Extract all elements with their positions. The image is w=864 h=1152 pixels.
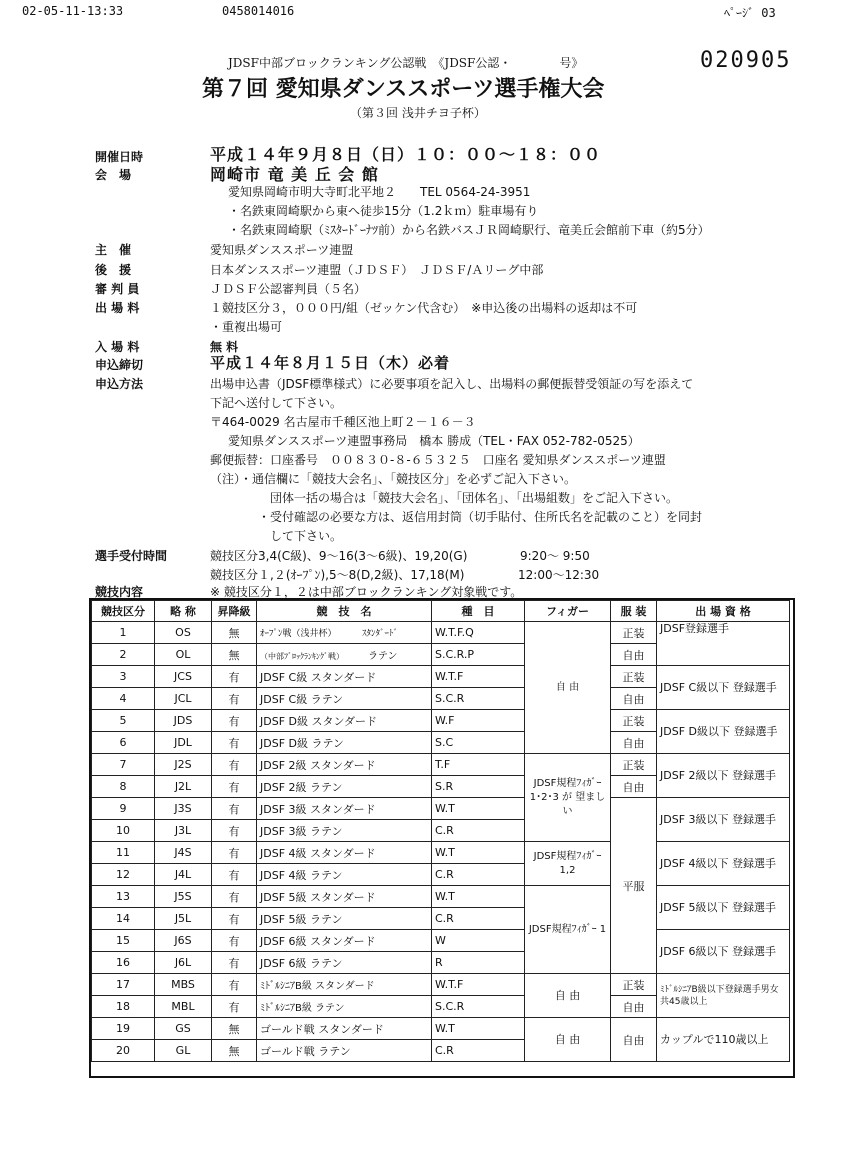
qualification-gold: カップルで110歳以上 <box>657 1018 790 1062</box>
row-no: 2 <box>92 644 155 666</box>
row-promotion: 有 <box>212 820 257 842</box>
row-event: W.T <box>432 886 525 908</box>
row-promotion: 無 <box>212 1018 257 1040</box>
deadline-value: 平成１４年８月１５日（木）必着 <box>210 354 451 372</box>
row-attire: 自由 <box>611 732 657 754</box>
table-header-row <box>92 601 790 622</box>
row-name: JDSF 4級 ラテン <box>257 864 432 886</box>
row-name: JDSF 2級 スタンダード <box>257 754 432 776</box>
row-abbr: JDL <box>155 732 212 754</box>
venue-name: 岡崎市 竜 美 丘 会 館 <box>210 165 379 184</box>
header-category: 競技区分 <box>92 601 155 622</box>
reception-time-2: 12:00～12:30 <box>518 568 600 582</box>
row-event: S.C.R <box>432 996 525 1018</box>
support-value: 日本ダンススポーツ連盟（ＪＤＳＦ） ＪＤＳＦ/Ａリーグ中部 <box>210 263 544 277</box>
row-abbr: J5S <box>155 886 212 908</box>
row-abbr: J2S <box>155 754 212 776</box>
method-label: 申込方法 <box>95 377 144 391</box>
figure-free-1: 自 由 <box>525 622 611 754</box>
row-event: C.R <box>432 908 525 930</box>
row-event: W.F <box>432 710 525 732</box>
header-figure: フィガー <box>525 601 611 622</box>
page-title: 第７回 愛知県ダンススポーツ選手権大会 <box>202 76 605 102</box>
qualification-5: JDSF 5級以下 登録選手 <box>657 886 790 930</box>
row-name: JDSF 3級 スタンダード <box>257 798 432 820</box>
row-event: C.R <box>432 1040 525 1062</box>
row-name: JDSF 3級 ラテン <box>257 820 432 842</box>
row-promotion: 有 <box>212 666 257 688</box>
row-event: W.T <box>432 842 525 864</box>
figure-jdsf-123: JDSF規程ﾌｨｶﾞｰ 1･2･3 が 望ましい <box>525 754 611 842</box>
qualification-2: JDSF 2級以下 登録選手 <box>657 754 790 798</box>
qualification-d: JDSF D級以下 登録選手 <box>657 710 790 754</box>
row-abbr: J6S <box>155 930 212 952</box>
row-no: 20 <box>92 1040 155 1062</box>
header-abbr: 略 称 <box>155 601 212 622</box>
row-abbr: J4L <box>155 864 212 886</box>
row-promotion: 有 <box>212 798 257 820</box>
row-attire: 自由 <box>611 644 657 666</box>
row-name-block: （中部ﾌﾞﾛｯｸﾗﾝｷﾝｸﾞ戦） <box>260 652 344 661</box>
attire-free-gold: 自由 <box>611 1018 657 1062</box>
row-promotion: 無 <box>212 644 257 666</box>
row-no: 13 <box>92 886 155 908</box>
row-no: 18 <box>92 996 155 1018</box>
row-promotion: 有 <box>212 842 257 864</box>
reception-line-1: 競技区分3,4(C級)、9～16(3～6級)、19,20(G) <box>210 549 468 563</box>
row-name: JDSF D級 スタンダード <box>257 710 432 732</box>
row-promotion: 有 <box>212 886 257 908</box>
venue-access-walk: ・名鉄東岡崎駅から東へ徒歩15分（1.2ｋｍ）駐車場有り <box>228 204 539 218</box>
venue-label: 会 場 <box>95 168 132 182</box>
figure-free-3: 自 由 <box>525 1018 611 1062</box>
row-promotion: 有 <box>212 776 257 798</box>
row-event: W.T.F <box>432 974 525 996</box>
row-no: 4 <box>92 688 155 710</box>
row-name: JDSF D級 ラテン <box>257 732 432 754</box>
figure-jdsf-12: JDSF規程ﾌｨｶﾞｰ 1,2 <box>525 842 611 886</box>
row-attire: 自由 <box>611 996 657 1018</box>
row-no: 5 <box>92 710 155 732</box>
row-abbr: J4S <box>155 842 212 864</box>
method-line-2: 下記へ送付して下さい。 <box>210 396 343 410</box>
header-competition-name: 競 技 名 <box>257 601 432 622</box>
reception-label: 選手受付時間 <box>95 549 168 563</box>
row-name: ゴールド戦 ラテン <box>257 1040 432 1062</box>
title-subtitle: （第３回 浅井チヨ子杯） <box>350 106 486 120</box>
row-attire: 自由 <box>611 776 657 798</box>
row-name: JDSF C級 ラテン <box>257 688 432 710</box>
method-note-4: して下さい。 <box>270 529 343 543</box>
row-name: JDSF 6級 スタンダード <box>257 930 432 952</box>
row-no: 16 <box>92 952 155 974</box>
row-event: T.F <box>432 754 525 776</box>
table-row <box>92 666 790 688</box>
fax-timestamp: 02-05-11-13:33 <box>22 4 124 18</box>
reception-time-1: 9:20～ 9:50 <box>520 549 590 563</box>
admission-value: 無 料 <box>210 340 239 354</box>
row-event: S.R <box>432 776 525 798</box>
row-name: ﾐﾄﾞﾙｼﾆｱB級 スタンダード <box>257 974 432 996</box>
row-name: ﾐﾄﾞﾙｼﾆｱB級 ラテン <box>257 996 432 1018</box>
row-event: W.T <box>432 798 525 820</box>
row-name-open: ｵｰﾌﾟﾝ戦（浅井杯） <box>260 629 337 639</box>
row-event: S.C.R.P <box>432 644 525 666</box>
qualification-registered: JDSF登録選手 <box>657 622 790 666</box>
event-subtitle: JDSF中部ブロックランキング公認戦 《JDSF公認・ 号》 <box>228 56 584 70</box>
row-abbr: MBS <box>155 974 212 996</box>
method-note-1: （注）・通信欄に「競技大会名」、「競技区分」を必ずご記入下さい。 <box>210 472 577 486</box>
row-no: 15 <box>92 930 155 952</box>
row-abbr: GS <box>155 1018 212 1040</box>
row-promotion: 有 <box>212 688 257 710</box>
row-no: 6 <box>92 732 155 754</box>
row-abbr: J3L <box>155 820 212 842</box>
row-name: JDSF 6級 ラテン <box>257 952 432 974</box>
header-qualification: 出 場 資 格 <box>657 601 790 622</box>
table-row <box>92 798 790 820</box>
row-promotion: 無 <box>212 622 257 644</box>
row-no: 12 <box>92 864 155 886</box>
row-promotion: 有 <box>212 754 257 776</box>
row-abbr: J2L <box>155 776 212 798</box>
content-label: 競技内容 <box>95 585 144 599</box>
row-event: C.R <box>432 864 525 886</box>
row-name: ゴールド戦 スタンダード <box>257 1018 432 1040</box>
row-promotion: 有 <box>212 952 257 974</box>
method-note-2: 団体一括の場合は「競技大会名」、「団体名」、「出場組数」をご記入下さい。 <box>270 491 679 505</box>
row-event: R <box>432 952 525 974</box>
row-promotion: 有 <box>212 864 257 886</box>
row-promotion: 有 <box>212 732 257 754</box>
reception-line-2: 競技区分１,２(ｵｰﾌﾟﾝ),5～8(D,2級)、17,18(M) <box>210 568 465 582</box>
row-abbr: JCL <box>155 688 212 710</box>
date-value: 平成１４年９月８日（日）１０：００～１８：００ <box>210 145 602 164</box>
method-address: 〒464-0029 名古屋市千種区池上町２－１６－３ <box>210 415 476 429</box>
organizer-label: 主 催 <box>95 243 132 257</box>
row-name: JDSF C級 スタンダード <box>257 666 432 688</box>
header-attire: 服 装 <box>611 601 657 622</box>
row-name: JDSF 4級 スタンダード <box>257 842 432 864</box>
method-note-3: ・受付確認の必要な方は、返信用封筒（切手貼付、住所氏名を記載のこと）を同封 <box>258 510 703 524</box>
entry-fee-label: 出 場 料 <box>95 301 140 315</box>
row-promotion: 有 <box>212 710 257 732</box>
row-promotion: 有 <box>212 974 257 996</box>
fax-page-label: ﾍﾟｰｼﾞ 03 <box>724 6 776 20</box>
row-abbr: JCS <box>155 666 212 688</box>
row-abbr: JDS <box>155 710 212 732</box>
entry-fee-value: １競技区分３，０００円/組（ゼッケン代含む） ※申込後の出場料の返却は不可 <box>210 301 638 315</box>
method-line-1: 出場申込書（JDSF標準様式）に必要事項を記入し、出場料の郵便振替受領証の写を添えて <box>210 377 694 391</box>
qualification-3: JDSF 3級以下 登録選手 <box>657 798 790 842</box>
row-abbr: OS <box>155 622 212 644</box>
row-no: 8 <box>92 776 155 798</box>
qualification-c: JDSF C級以下 登録選手 <box>657 666 790 710</box>
row-abbr: OL <box>155 644 212 666</box>
row-promotion: 有 <box>212 930 257 952</box>
row-abbr: J5L <box>155 908 212 930</box>
judges-label: 審 判 員 <box>95 282 140 296</box>
row-event: W.T <box>432 1018 525 1040</box>
row-name-style: ラテン <box>368 651 398 662</box>
row-attire: 正装 <box>611 754 657 776</box>
fax-number: 0458014016 <box>222 4 295 18</box>
row-abbr: GL <box>155 1040 212 1062</box>
row-name <box>257 622 432 644</box>
table-row <box>92 842 790 864</box>
qualification-4: JDSF 4級以下 登録選手 <box>657 842 790 886</box>
row-attire: 自由 <box>611 688 657 710</box>
table-row <box>92 1018 790 1040</box>
row-no: 10 <box>92 820 155 842</box>
venue-address: 愛知県岡崎市明大寺町北平地２ TEL 0564-24-3951 <box>228 185 531 199</box>
table-row <box>92 974 790 996</box>
row-name-style: ｽﾀﾝﾀﾞｰﾄﾞ <box>362 629 399 639</box>
row-abbr: J6L <box>155 952 212 974</box>
row-name: JDSF 2級 ラテン <box>257 776 432 798</box>
row-event: S.C.R <box>432 688 525 710</box>
figure-jdsf-1: JDSF規程ﾌｨｶﾞｰ 1 <box>525 886 611 974</box>
content-value: ※ 競技区分１，２は中部ブロックランキング対象戦です。 <box>210 585 523 599</box>
row-attire: 正装 <box>611 666 657 688</box>
deadline-label: 申込締切 <box>95 358 144 372</box>
row-no: 9 <box>92 798 155 820</box>
row-event: W.T.F <box>432 666 525 688</box>
table-row <box>92 710 790 732</box>
admission-label: 入 場 料 <box>95 340 140 354</box>
row-attire: 正装 <box>611 622 657 644</box>
judges-value: ＪＤＳＦ公認審判員（５名） <box>210 282 367 296</box>
table-row <box>92 754 790 776</box>
row-no: 7 <box>92 754 155 776</box>
row-no: 11 <box>92 842 155 864</box>
document-number: 020905 <box>700 48 792 73</box>
row-no: 1 <box>92 622 155 644</box>
header-event: 種 目 <box>432 601 525 622</box>
row-event: W <box>432 930 525 952</box>
method-office: 愛知県ダンススポーツ連盟事務局 橋本 勝成（TEL・FAX 052-782-0525） <box>228 434 640 448</box>
table-row <box>92 622 790 644</box>
row-abbr: J3S <box>155 798 212 820</box>
row-no: 14 <box>92 908 155 930</box>
attire-plain: 平服 <box>611 798 657 974</box>
method-postal-transfer: 郵便振替：口座番号 ００８３０-８-６５３２５ 口座名 愛知県ダンススポーツ連盟 <box>210 453 666 467</box>
entry-fee-note: ・重複出場可 <box>210 320 283 334</box>
row-name <box>257 644 432 666</box>
table-row <box>92 886 790 908</box>
row-no: 3 <box>92 666 155 688</box>
figure-free-2: 自 由 <box>525 974 611 1018</box>
venue-access-bus: ・名鉄東岡崎駅（ﾐｽﾀｰﾄﾞｰﾅﾂ前）から名鉄バスＪＲ岡崎駅行、竜美丘会館前下車（約5分） <box>228 223 710 237</box>
row-no: 17 <box>92 974 155 996</box>
qualification-6: JDSF 6級以下 登録選手 <box>657 930 790 974</box>
row-attire: 正装 <box>611 710 657 732</box>
row-event: S.C <box>432 732 525 754</box>
organizer-value: 愛知県ダンススポーツ連盟 <box>210 243 354 257</box>
date-label: 開催日時 <box>95 150 144 164</box>
row-no: 19 <box>92 1018 155 1040</box>
row-event: C.R <box>432 820 525 842</box>
competition-table <box>91 600 790 1062</box>
row-event: W.T.F.Q <box>432 622 525 644</box>
support-label: 後 援 <box>95 263 132 277</box>
row-promotion: 有 <box>212 996 257 1018</box>
header-promotion: 昇降級 <box>212 601 257 622</box>
row-attire: 正装 <box>611 974 657 996</box>
row-promotion: 無 <box>212 1040 257 1062</box>
row-name: JDSF 5級 スタンダード <box>257 886 432 908</box>
table-row <box>92 930 790 952</box>
row-promotion: 有 <box>212 908 257 930</box>
qualification-middle-senior: ﾐﾄﾞﾙｼﾆｱB級以下登録選手男女共45歳以上 <box>657 974 790 1018</box>
row-name: JDSF 5級 ラテン <box>257 908 432 930</box>
row-abbr: MBL <box>155 996 212 1018</box>
